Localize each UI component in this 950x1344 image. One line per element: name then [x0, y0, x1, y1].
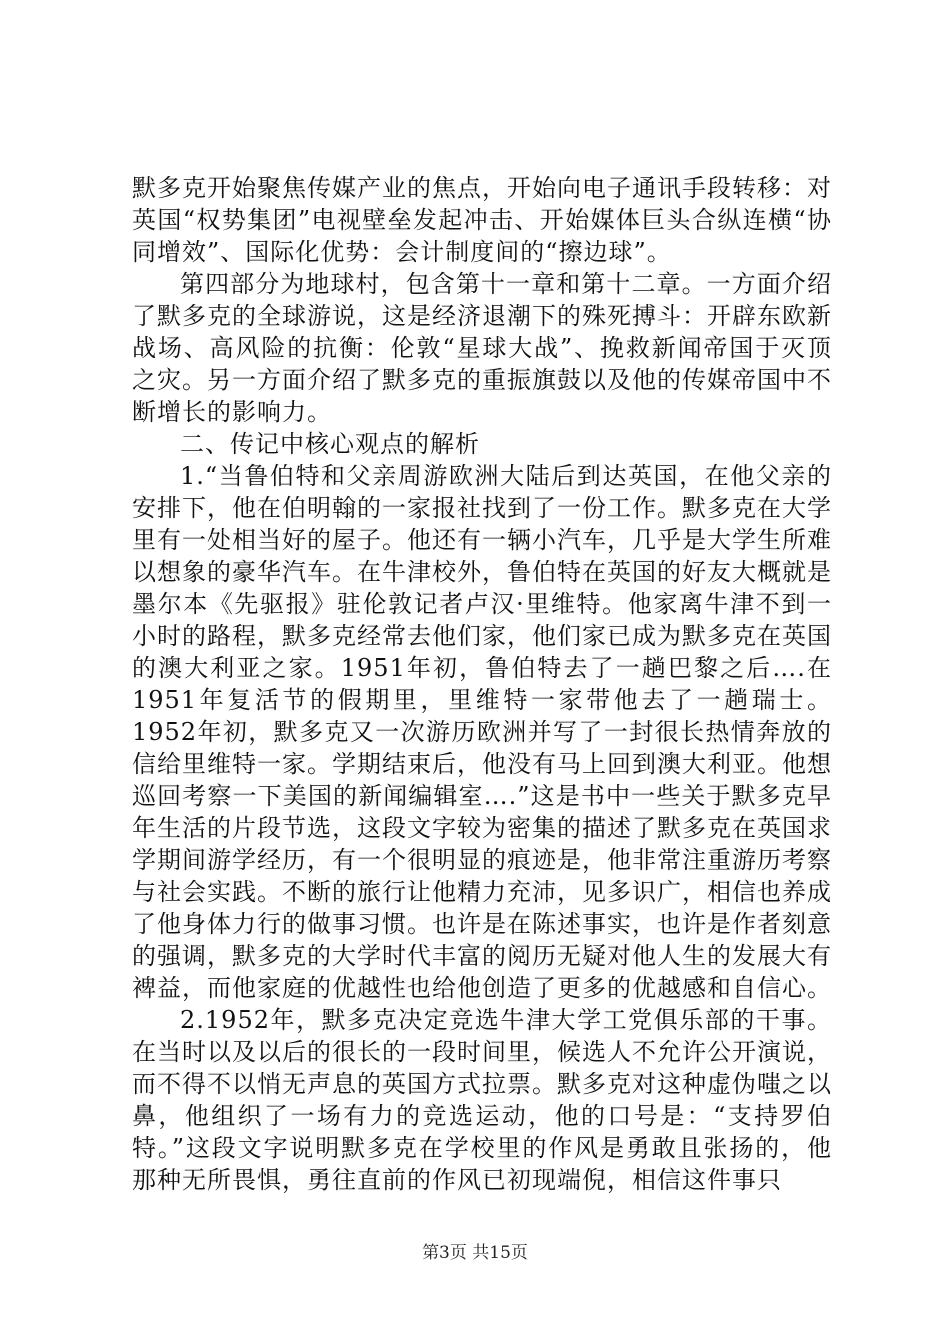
- section-heading: 二、传记中核心观点的解析: [180, 430, 480, 458]
- paragraph-point-two: 2.1952年，默多克决定竞选牛津大学工党俱乐部的干事。在当时以及以后的很长的一段时间里，候选人不允许公开演说，而不得不以悄无声息的英国方式拉票。默多克对这种虚伪嗤之以鼻，他组织了一场有力的竞选运动，他的口号是：“支持罗伯特。”这段文字说明默多克在学校里的作风是勇敢且张扬的，他那种无所畏惧，勇往直前的作风已初现端倪，相信这件事只: [132, 1006, 832, 1194]
- paragraph-continuation: 默多克开始聚焦传媒产业的焦点，开始向电子通讯手段转移：对英国“权势集团”电视壁垒发起冲击、开始媒体巨头合纵连横“协同增效”、国际化优势：会计制度间的“擦边球”。: [132, 174, 832, 266]
- paragraph-part-four: 第四部分为地球村，包含第十一章和第十二章。一方面介绍了默多克的全球游说，这是经济退潮下的殊死搏斗：开辟东欧新战场、高风险的抗衡：伦敦“星球大战”、挽救新闻帝国于灭顶之灾。另一方面介绍了默多克的重振旗鼓以及他的传媒帝国中不断增长的影响力。: [132, 270, 832, 426]
- paragraph-point-one: 1.“当鲁伯特和父亲周游欧洲大陆后到达英国，在他父亲的安排下，他在伯明翰的一家报社找到了一份工作。默多克在大学里有一处相当好的屋子。他还有一辆小汽车，几乎是大学生所难以想象的豪华汽车。在牛津校外，鲁伯特在英国的好友大概就是墨尔本《先驱报》驻伦敦记者卢汉·里维特。他家离牛津不到一小时的路程，默多克经常去他们家，他们家已成为默多克在英国的澳大利亚之家。1951年初，鲁伯特去了一趟巴黎之后….在1951年复活节的假期里，里维特一家带他去了一趟瑞士。1952年初，默多克又一次游历欧洲并写了一封很长热情奔放的信给里维特一家。学期结束后，他没有马上回到澳大利亚。他想巡回考察一下美国的新闻编辑室….”这是书中一些关于默多克早年生活的片段节选，这段文字较为密集的描述了默多克在英国求学期间游学经历，有一个很明显的痕迹是，他非常注重游历考察与社会实践。不断的旅行让他精力充沛，见多识广，相信也养成了他身体力行的做事习惯。也许是在陈述事实，也许是作者刻意的强调，默多克的大学时代丰富的阅历无疑对他人生的发展大有裨益，而他家庭的优越性也给他创造了更多的优越感和自信心。: [132, 462, 832, 1002]
- page-number-footer: 第3页 共15页: [422, 1243, 528, 1263]
- document-body: [132, 172, 832, 1196]
